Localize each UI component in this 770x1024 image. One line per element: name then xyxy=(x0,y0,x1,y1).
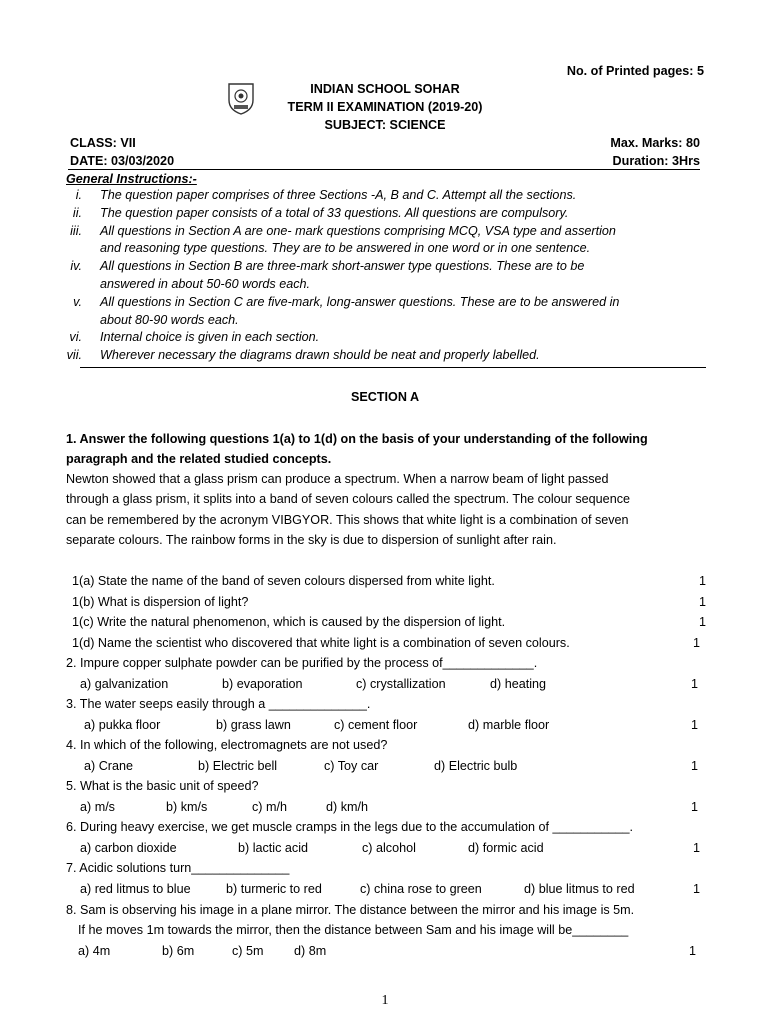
question-options-row xyxy=(66,882,706,902)
instruction-text: The question paper consists of a total of 33 questions. All questions are compulsory. xyxy=(100,205,569,220)
q1d-mark: 1 xyxy=(692,636,700,650)
q8-option-b: b) 6m xyxy=(162,944,195,958)
option-b: b) grass lawn xyxy=(216,717,291,732)
q1c-mark: 1 xyxy=(698,615,706,629)
question-text: 3. The water seeps easily through a ______________. xyxy=(66,697,371,711)
option-d: d) Electric bulb xyxy=(434,758,518,773)
q1-heading-line-2: paragraph and the related studied concepts. xyxy=(66,452,332,466)
page-number: 1 xyxy=(381,993,389,1008)
option-c: c) m/h xyxy=(252,799,287,814)
option-c: c) china rose to green xyxy=(360,881,482,896)
q1-paragraph-line: Newton showed that a glass prism can produce a spectrum. When a narrow beam of light passed xyxy=(66,472,609,486)
option-c: c) cement floor xyxy=(334,717,418,732)
instruction-text-continued: answered in about 50-60 words each. xyxy=(100,277,311,291)
question-mark: 1 xyxy=(690,676,698,691)
option-d: d) heating xyxy=(490,676,547,691)
question-mark: 1 xyxy=(692,840,700,855)
q8-options-row xyxy=(78,944,706,964)
option-c: c) Toy car xyxy=(324,758,379,773)
instruction-item xyxy=(60,224,616,238)
question-text: 2. Impure copper sulphate powder can be purified by the process of_____________. xyxy=(66,656,538,670)
instruction-item xyxy=(60,295,619,309)
question-options-row xyxy=(66,841,706,861)
q1a-mark: 1 xyxy=(698,574,706,588)
instruction-number: i. xyxy=(75,188,82,202)
instruction-text: All questions in Section A are one- mark questions comprising MCQ, VSA type and assertion xyxy=(100,223,616,238)
q1d-text: 1(d) Name the scientist who discovered that white light is a combination of seven colours. xyxy=(72,636,570,650)
q8-option-d: d) 8m xyxy=(294,944,327,958)
option-a: a) red litmus to blue xyxy=(80,881,191,896)
question-mark: 1 xyxy=(690,799,698,814)
max-marks: Max. Marks: 80 xyxy=(610,136,700,150)
printed-pages: No. of Printed pages: 5 xyxy=(566,64,704,78)
q1d-row xyxy=(72,636,714,656)
instruction-number: v. xyxy=(73,294,82,309)
instruction-text: The question paper comprises of three Sections -A, B and C. Attempt all the sections. xyxy=(100,188,577,202)
option-d: d) marble floor xyxy=(468,717,550,732)
question-text: 6. During heavy exercise, we get muscle cramps in the legs due to the accumulation of ___________. xyxy=(66,820,634,834)
option-a: a) m/s xyxy=(80,799,115,814)
q1a-text: 1(a) State the name of the band of seven colours dispersed from white light. xyxy=(72,574,495,588)
question-options-row xyxy=(66,759,706,779)
q8-line-2: If he moves 1m towards the mirror, then the distance between Sam and his image will be________ xyxy=(78,923,629,937)
q1a-row xyxy=(72,574,714,594)
instruction-item xyxy=(60,206,568,220)
option-d: d) formic acid xyxy=(468,840,544,855)
instruction-number: vii. xyxy=(66,348,82,363)
instruction-text: Wherever necessary the diagrams drawn should be neat and properly labelled. xyxy=(100,348,540,363)
instruction-number: ii. xyxy=(72,205,82,220)
q1b-row xyxy=(72,595,714,615)
q1b-mark: 1 xyxy=(698,595,706,609)
instruction-item xyxy=(60,330,319,344)
instruction-item xyxy=(60,259,584,273)
instruction-text: All questions in Section B are three-mark short-answer type questions. These are to be xyxy=(100,259,585,274)
question-options-row xyxy=(66,718,706,738)
q8-option-a: a) 4m xyxy=(78,944,111,958)
exam-title: TERM II EXAMINATION (2019-20) xyxy=(287,100,483,114)
option-a: a) Crane xyxy=(84,758,133,773)
q1-paragraph-line: separate colours. The rainbow forms in the sky is due to dispersion of sunlight after rain. xyxy=(66,533,557,547)
instruction-text: Internal choice is given in each section. xyxy=(100,330,320,345)
option-b: b) evaporation xyxy=(222,676,303,691)
class-label: CLASS: VII xyxy=(70,136,136,150)
q8-line-1: 8. Sam is observing his image in a plane mirror. The distance between the mirror and his image is 5m. xyxy=(66,903,635,917)
q1c-row xyxy=(72,615,714,635)
instruction-number: iv. xyxy=(70,259,82,274)
question-mark: 1 xyxy=(690,717,698,732)
instruction-item xyxy=(60,348,540,362)
section-title: SECTION A xyxy=(350,390,420,404)
option-a: a) galvanization xyxy=(80,676,169,691)
option-c: c) alcohol xyxy=(362,840,416,855)
duration: Duration: 3Hrs xyxy=(612,154,700,168)
option-d: d) km/h xyxy=(326,799,368,814)
option-d: d) blue litmus to red xyxy=(524,881,635,896)
instruction-text: All questions in Section C are five-mark, long-answer questions. These are to be answered in xyxy=(100,294,620,309)
question-options-row xyxy=(66,677,706,697)
question-mark: 1 xyxy=(692,881,700,896)
option-b: b) lactic acid xyxy=(238,840,308,855)
option-b: b) turmeric to red xyxy=(226,881,322,896)
instruction-item xyxy=(60,188,576,202)
question-mark: 1 xyxy=(690,758,698,773)
option-b: b) Electric bell xyxy=(198,758,278,773)
option-c: c) crystallization xyxy=(356,676,446,691)
q1-paragraph-line: through a glass prism, it splits into a band of seven colours called the spectrum. The colour sequence xyxy=(66,492,630,506)
exam-date: DATE: 03/03/2020 xyxy=(70,154,175,168)
instruction-number: iii. xyxy=(70,223,82,238)
q8-option-c: c) 5m xyxy=(232,944,264,958)
school-name: INDIAN SCHOOL SOHAR xyxy=(310,82,460,96)
header-divider xyxy=(68,169,700,170)
instruction-text-continued: and reasoning type questions. They are to be answered in one word or in one sentence. xyxy=(100,241,591,256)
instructions-divider xyxy=(80,367,706,368)
subject-title: SUBJECT: SCIENCE xyxy=(324,118,446,132)
question-text: 4. In which of the following, electromagnets are not used? xyxy=(66,738,388,752)
option-b: b) km/s xyxy=(166,799,208,814)
question-options-row xyxy=(66,800,706,820)
q1b-text: 1(b) What is dispersion of light? xyxy=(72,595,249,609)
instructions-title: General Instructions:- xyxy=(66,172,197,186)
instruction-number: vi. xyxy=(69,330,82,345)
q1-heading-line-1: 1. Answer the following questions 1(a) to 1(d) on the basis of your understanding of the following xyxy=(66,432,648,446)
option-a: a) carbon dioxide xyxy=(80,840,177,855)
question-text: 5. What is the basic unit of speed? xyxy=(66,779,259,793)
instruction-text-continued: about 80-90 words each. xyxy=(100,312,239,327)
q8-mark: 1 xyxy=(688,944,696,958)
q1c-text: 1(c) Write the natural phenomenon, which is caused by the dispersion of light. xyxy=(72,615,506,629)
q1-paragraph-line: can be remembered by the acronym VIBGYOR. This shows that white light is a combination of seven xyxy=(66,513,629,527)
option-a: a) pukka floor xyxy=(84,717,161,732)
question-text: 7. Acidic solutions turn______________ xyxy=(66,861,290,875)
